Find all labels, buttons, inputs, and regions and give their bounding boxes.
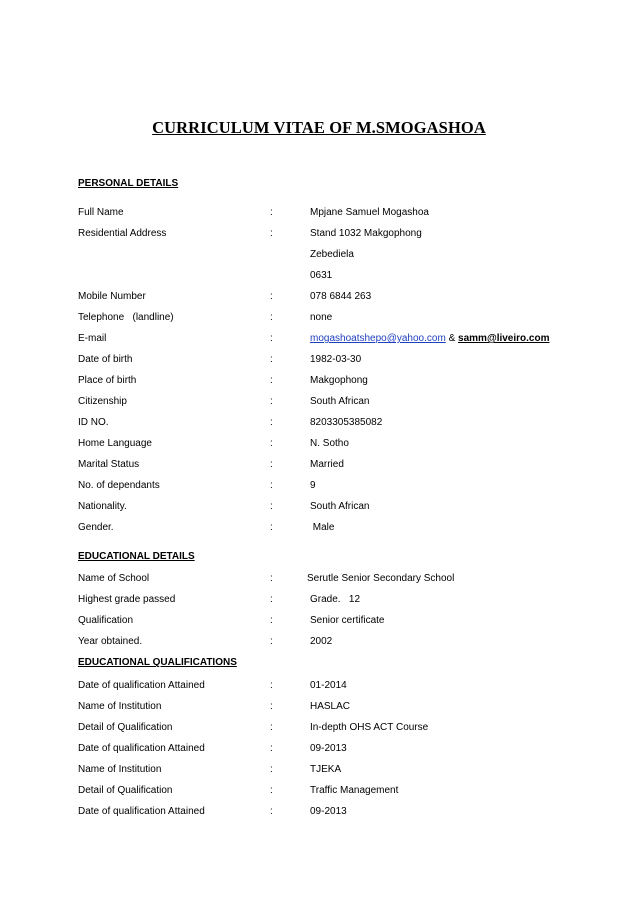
qualification-item-value: 09-2013 xyxy=(310,806,347,817)
qualification-row xyxy=(0,785,638,799)
qualification-row xyxy=(0,722,638,736)
qualification-row xyxy=(0,806,638,820)
row-mobile xyxy=(0,291,638,305)
qualification-item-label: Date of qualification Attained xyxy=(78,680,205,691)
colon: : xyxy=(270,207,273,218)
address-line1: Stand 1032 Makgophong xyxy=(310,228,422,239)
email-label: E-mail xyxy=(78,333,107,344)
document-title: CURRICULUM VITAE OF M.SMOGASHOA xyxy=(152,118,486,137)
address-line3: 0631 xyxy=(310,270,333,281)
colon: : xyxy=(270,396,273,407)
row-marital xyxy=(0,459,638,473)
citizenship-value: South African xyxy=(310,396,370,407)
id-label: ID NO. xyxy=(78,417,109,428)
address-line2: Zebediela xyxy=(310,249,354,260)
qualification-item-value: 01-2014 xyxy=(310,680,347,691)
qualification-row xyxy=(0,701,638,715)
colon: : xyxy=(270,615,273,626)
colon: : xyxy=(270,522,273,533)
language-value: N. Sotho xyxy=(310,438,349,449)
dependants-label: No. of dependants xyxy=(78,480,160,491)
dob-label: Date of birth xyxy=(78,354,133,365)
email-link-yahoo[interactable]: mogashoatshepo@yahoo.com xyxy=(310,333,446,344)
dob-value: 1982-03-30 xyxy=(310,354,362,365)
colon: : xyxy=(270,312,273,323)
qualification-item-value: 09-2013 xyxy=(310,743,347,754)
row-email xyxy=(0,333,638,347)
mobile-label: Mobile Number xyxy=(78,291,146,302)
colon: : xyxy=(270,743,273,754)
school-value: Serutle Senior Secondary School xyxy=(307,573,455,584)
qualification-item-label: Date of qualification Attained xyxy=(78,806,205,817)
qualification-label: Qualification xyxy=(78,615,134,626)
row-dependants xyxy=(0,480,638,494)
personal-details-heading: PERSONAL DETAILS xyxy=(78,178,179,189)
row-nationality xyxy=(0,501,638,515)
colon: : xyxy=(270,636,273,647)
marital-value: Married xyxy=(310,459,344,470)
colon: : xyxy=(270,806,273,817)
row-address xyxy=(0,228,638,242)
qualification-item-value: In-depth OHS ACT Course xyxy=(310,722,429,733)
qualification-item-label: Detail of Qualification xyxy=(78,785,173,796)
id-value: 8203305385082 xyxy=(310,417,383,428)
school-label: Name of School xyxy=(78,573,150,584)
address-label: Residential Address xyxy=(78,228,167,239)
qualification-row xyxy=(0,764,638,778)
full-name-label: Full Name xyxy=(78,207,124,218)
educational-details-heading: EDUCATIONAL DETAILS xyxy=(78,551,195,562)
qualification-value: Senior certificate xyxy=(310,615,385,626)
colon: : xyxy=(270,573,273,584)
row-dob xyxy=(0,354,638,368)
qualification-row xyxy=(0,680,638,694)
row-full-name xyxy=(0,207,638,221)
row-pob xyxy=(0,375,638,389)
row-address-3 xyxy=(0,270,638,284)
colon: : xyxy=(270,764,273,775)
citizenship-label: Citizenship xyxy=(78,396,127,407)
qualification-item-label: Name of Institution xyxy=(78,764,162,775)
grade-label: Highest grade passed xyxy=(78,594,176,605)
colon: : xyxy=(270,333,273,344)
row-address-2 xyxy=(0,249,638,263)
colon: : xyxy=(270,785,273,796)
row-language xyxy=(0,438,638,452)
colon: : xyxy=(270,459,273,470)
pob-value: Makgophong xyxy=(310,375,368,386)
language-label: Home Language xyxy=(78,438,152,449)
gender-label: Gender. xyxy=(78,522,114,533)
qualification-row xyxy=(0,743,638,757)
row-gender xyxy=(0,522,638,536)
colon: : xyxy=(270,722,273,733)
row-citizenship xyxy=(0,396,638,410)
row-qualification xyxy=(0,615,638,629)
marital-label: Marital Status xyxy=(78,459,140,470)
email-values xyxy=(310,333,550,344)
colon: : xyxy=(270,680,273,691)
qualification-item-value: Traffic Management xyxy=(310,785,399,796)
qualification-item-label: Detail of Qualification xyxy=(78,722,173,733)
educational-qualifications-heading: EDUCATIONAL QUALIFICATIONS xyxy=(78,657,237,668)
gender-value: Male xyxy=(310,522,335,533)
row-telephone xyxy=(0,312,638,326)
colon: : xyxy=(270,701,273,712)
qualification-item-value: HASLAC xyxy=(310,701,351,712)
row-id xyxy=(0,417,638,431)
colon: : xyxy=(270,375,273,386)
colon: : xyxy=(270,228,273,239)
grade-value: Grade. 12 xyxy=(310,594,361,605)
qualification-item-value: TJEKA xyxy=(310,764,342,775)
year-value: 2002 xyxy=(310,636,333,647)
colon: : xyxy=(270,291,273,302)
telephone-label: Telephone (landline) xyxy=(78,312,174,323)
telephone-value: none xyxy=(310,312,333,323)
email-separator: & xyxy=(445,333,459,344)
full-name-value: Mpjane Samuel Mogashoa xyxy=(310,207,429,218)
row-school xyxy=(0,573,638,587)
qualification-item-label: Date of qualification Attained xyxy=(78,743,205,754)
year-label: Year obtained. xyxy=(78,636,143,647)
dependants-value: 9 xyxy=(310,480,316,491)
colon: : xyxy=(270,501,273,512)
nationality-label: Nationality. xyxy=(78,501,127,512)
row-grade xyxy=(0,594,638,608)
mobile-value: 078 6844 263 xyxy=(310,291,372,302)
colon: : xyxy=(270,594,273,605)
nationality-value: South African xyxy=(310,501,370,512)
email-link-liveiro[interactable]: samm@liveiro.com xyxy=(458,333,550,344)
colon: : xyxy=(270,438,273,449)
row-year xyxy=(0,636,638,650)
colon: : xyxy=(270,480,273,491)
pob-label: Place of birth xyxy=(78,375,137,386)
colon: : xyxy=(270,354,273,365)
qualification-item-label: Name of Institution xyxy=(78,701,162,712)
colon: : xyxy=(270,417,273,428)
